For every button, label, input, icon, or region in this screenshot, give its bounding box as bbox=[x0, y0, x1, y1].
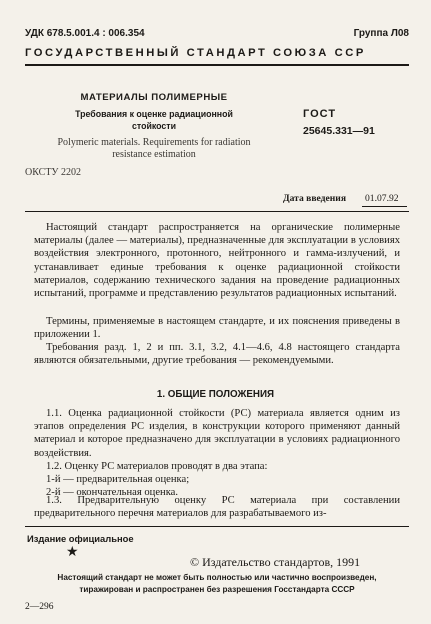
document-subtitle-line2: стойкости bbox=[131, 121, 177, 131]
udk-code: УДК 678.5.001.4 : 006.354 bbox=[25, 28, 145, 39]
section-1-2-item-1: 1-й — предварительная оценка; bbox=[46, 474, 190, 485]
footer-rule bbox=[25, 526, 409, 527]
section-1-1-paragraph: 1.1. Оценка радиационной стойкости (РС) материала является одним из этапов определения РС изделия, в конструкции которого применяют данный материал и которое предназначено для эксплуатации в условиях радиационного воздействия. bbox=[34, 408, 400, 459]
copyright-notice: © Издательство стандартов, 1991 bbox=[190, 555, 361, 569]
document-title: МАТЕРИАЛЫ ПОЛИМЕРНЫЕ bbox=[80, 92, 228, 103]
section-1-heading: 1. ОБЩИЕ ПОЛОЖЕНИЯ bbox=[156, 389, 275, 400]
intro-paragraph-2: Термины, применяемые в настоящем стандарте, и их пояснения приведены в приложении 1. bbox=[34, 316, 400, 341]
intro-date-underline bbox=[362, 206, 407, 207]
standard-title: ГОСУДАРСТВЕННЫЙ СТАНДАРТ СОЮЗА ССР bbox=[25, 47, 366, 59]
english-title-line1: Polymeric materials. Requirements for radiation bbox=[57, 137, 251, 148]
gost-label: ГОСТ bbox=[303, 108, 337, 120]
okstu-code: ОКСТУ 2202 bbox=[25, 167, 82, 178]
section-1-2-item-2: 2-й — окончательная оценка. bbox=[46, 487, 179, 498]
gost-number: 25645.331—91 bbox=[303, 125, 375, 137]
intro-date-label: Дата введения bbox=[283, 193, 347, 204]
reproduction-notice-line2: тиражирован и распространен без разрешения Госстандарта СССР bbox=[79, 585, 355, 594]
page-code: 2—296 bbox=[25, 602, 54, 612]
section-1-2-paragraph: 1.2. Оценку РС материалов проводят в два этапа: bbox=[46, 461, 268, 472]
header-rule bbox=[25, 64, 409, 66]
english-title-line2: resistance estimation bbox=[112, 149, 196, 160]
star-mark: ★ bbox=[66, 545, 79, 560]
intro-date-value: 01.07.92 bbox=[365, 193, 399, 204]
reproduction-notice-line1: Настоящий стандарт не может быть полностью или частично воспроизведен, bbox=[57, 573, 377, 582]
group-code: Группа Л08 bbox=[353, 28, 409, 39]
document-subtitle-line1: Требования к оценке радиационной bbox=[75, 109, 233, 119]
intro-paragraph-1: Настоящий стандарт распространяется на органические полимерные материалы (далее — материалы), предназначенные для эксплуатации в условиях воздействия электронного, протонного, нейтронного и гамма-излучений, и устанавливает единые требования к оценке радиационной стойкости материалов, содержанию технического задания на проведение радиационных испытаний, программе и представлению результатов радиационных испытаний. bbox=[34, 222, 400, 300]
section-1-3-paragraph: 1.3. Предварительную оценку РС материала при составлении предварительного перечня материалов для разрабатываемого из- bbox=[34, 495, 400, 520]
intro-paragraph-3: Требования разд. 1, 2 и пп. 3.1, 3.2, 4.1—4.6, 4.8 настоящего стандарта являются обязательными, другие требования — рекомендуемыми. bbox=[34, 342, 400, 367]
intro-rule bbox=[25, 211, 409, 212]
official-edition-label: Издание официальное bbox=[27, 533, 134, 544]
